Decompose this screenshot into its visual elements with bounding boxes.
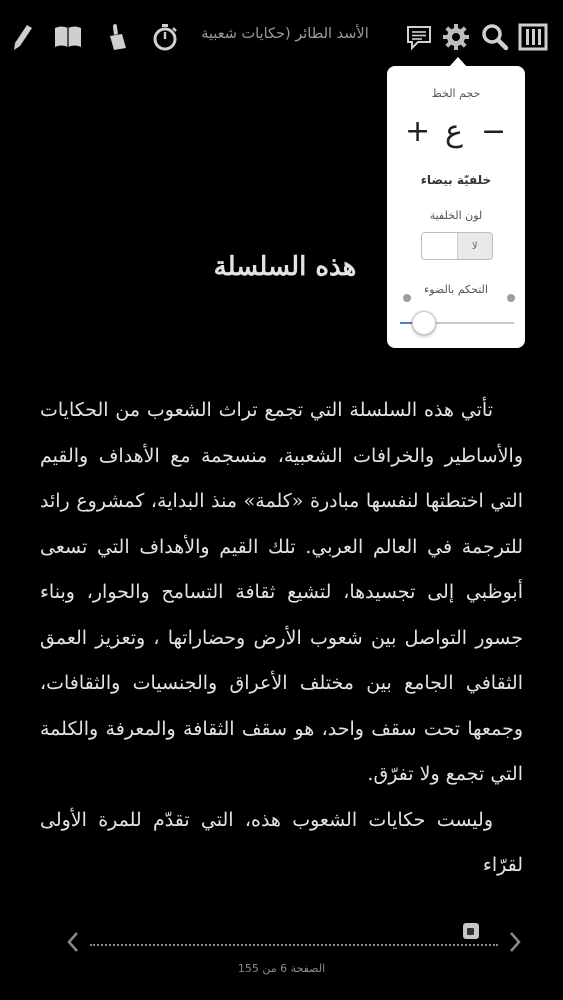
library-icon[interactable] <box>516 20 550 54</box>
popover-arrow <box>449 57 467 67</box>
notes-icon[interactable] <box>402 20 436 54</box>
background-color-toggle[interactable] <box>421 232 493 260</box>
page-indicator: الصفحة 6 من 155 <box>237 962 326 975</box>
brightness-label: التحكم بالضوء <box>424 283 488 296</box>
font-decrease-button[interactable]: − <box>481 114 507 149</box>
book-title: الأسد الطائر (حكايات شعبية <box>201 26 369 42</box>
page-scrubber[interactable] <box>90 944 498 946</box>
chapter-title: هذه السلسلة <box>213 252 357 282</box>
book-icon[interactable] <box>51 20 85 54</box>
timer-icon[interactable] <box>148 20 182 54</box>
paragraph: وليست حكايات الشعوب هذه، التي تقدّم للمرة الأولى لقرّاء <box>40 808 523 876</box>
settings-popover <box>387 66 525 348</box>
search-icon[interactable] <box>478 20 512 54</box>
brightness-low-icon <box>403 294 411 302</box>
brightness-slider-thumb[interactable] <box>412 311 436 335</box>
brush-icon[interactable] <box>101 20 135 54</box>
toggle-off-segment[interactable] <box>422 233 457 259</box>
brightness-high-icon <box>507 294 515 302</box>
font-size-label: حجم الخط <box>431 87 481 100</box>
page-position-marker[interactable] <box>463 923 479 939</box>
toggle-no-segment[interactable]: لا <box>457 233 493 259</box>
chevron-left-icon <box>66 931 80 953</box>
font-increase-button[interactable]: + <box>405 114 431 149</box>
font-size-controls <box>387 112 525 152</box>
white-background-option[interactable]: خلفيّة بيضاء <box>420 173 492 187</box>
font-sample: ع <box>445 114 463 149</box>
pencil-icon[interactable] <box>6 20 40 54</box>
next-page-button[interactable] <box>504 928 526 956</box>
paragraph: تأتي هذه السلسلة التي تجمع تراث الشعوب من الحكايات والأساطير والخرافات الشعبية، منسجمة مع الأهداف والقيم التي اختطتها لنفسها مبادرة «كلمة» منذ البداية، كمشروع رائد للترجمة في العالم العربي. تلك القيم والأهداف التي تسعى أبوظبي إلى تجسيدها، لتشيع ثقافة التسامح والحوار، وبناء جسور التواصل بين شعوب الأرض وحضاراتها ، وتعزيز العمق الثقافي الجامع بين مختلف الأعراق والجنسيات والثقافات، وجمعها تحت سقف واحد، هو سقف الثقافة والمعرفة والكلمة التي تجمع ولا تفرّق. <box>40 399 523 785</box>
previous-page-button[interactable] <box>62 928 84 956</box>
toolbar <box>0 0 563 72</box>
gear-icon[interactable] <box>439 20 473 54</box>
chevron-right-icon <box>508 931 522 953</box>
background-color-label: لون الخلفية <box>429 209 483 222</box>
page-body <box>40 388 523 889</box>
